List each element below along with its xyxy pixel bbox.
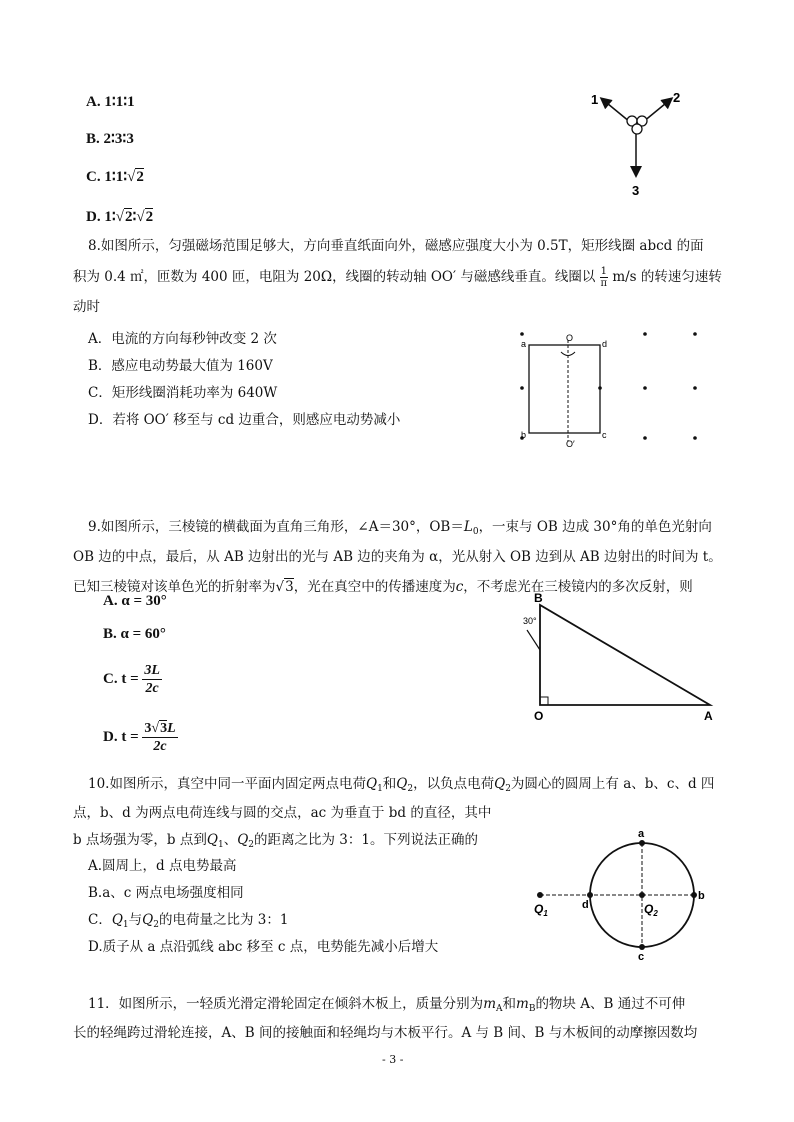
q10-label-c: c <box>638 951 645 960</box>
q7-option-b: B. 2∶3∶3 <box>86 131 134 147</box>
q9-label-a: A <box>704 709 713 723</box>
q8-stem-line2: 积为 0.4 ㎡，匝数为 400 匝，电阻为 20Ω，线圈的转动轴 OO′ 与磁感线垂直。线圈以 $\frac{1}{\pi}$ m/s 的转速匀速转 <box>73 266 722 289</box>
q10-label-b: b <box>698 890 705 902</box>
q9-option-c: C. t = $\frac{3L}{2c}$ <box>103 663 160 696</box>
q11-stem-line2: 长的轻绳跨过滑轮连接，A、B 间的接触面和轻绳均与木板平行。A 与 B 间、B 与木板间的动摩擦因数均 <box>73 1025 698 1041</box>
q10-option-a: A.圆周上，d 点电势最高 <box>88 858 237 874</box>
q10-label-a: a <box>638 828 645 840</box>
q10-label-d: d <box>582 899 589 911</box>
q8-label-o: O <box>566 333 574 343</box>
q7-label-2: 2 <box>673 90 681 105</box>
q8-label-c: c <box>602 430 607 440</box>
q8-option-a: A．电流的方向每秒钟改变 2 次 <box>88 331 277 347</box>
q10-stem-line3: b 点场强为零，b 点到$Q_1$、$Q_2$的距离之比为 3：1。下列说法正确的 <box>73 832 478 850</box>
q9-prism-figure <box>520 588 720 723</box>
q8-label-d: d <box>602 339 608 349</box>
q10-circle-figure <box>528 825 718 960</box>
q8-coil-figure <box>515 328 710 448</box>
q7-label-3: 3 <box>632 183 640 198</box>
q9-label-b: B <box>534 591 543 605</box>
q8-label-b: b <box>521 430 527 440</box>
q9-stem-line1: 9.如图所示，三棱镜的横截面为直角三角形，∠A＝30°，$OB=L_0$，一束与 OB 边成 30°角的单色光射向 <box>88 519 712 537</box>
q8-option-d: D．若将 OO′ 移至与 cd 边重合，则感应电动势减小 <box>88 412 401 428</box>
q9-option-a: A. α = 30° <box>103 593 167 609</box>
q10-label-q1: $Q_1$ <box>534 902 548 918</box>
q10-option-d: D.质子从 a 点沿弧线 abc 移至 c 点，电势能先减小后增大 <box>88 939 439 955</box>
q7-option-a: A. 1∶1∶1 <box>86 94 135 110</box>
q9-angle-label: 30° <box>523 616 537 626</box>
q7-label-1: 1 <box>591 92 599 107</box>
q8-option-c: C．矩形线圈消耗功率为 640W <box>88 385 278 401</box>
q9-option-b: B. α = 60° <box>103 626 166 642</box>
q11-stem-line1: 11．如图所示，一轻质光滑定滑轮固定在倾斜木板上，质量分别为$m_A$和$m_B$的物块 A、B 通过不可伸 <box>88 996 686 1014</box>
q7-option-d: D. 1∶√2∶√2 <box>86 209 154 225</box>
q8-stem-line1: 8.如图所示，匀强磁场范围足够大，方向垂直纸面向外，磁感应强度大小为 0.5T，矩形线圈 abcd 的面 <box>88 238 704 254</box>
q7-option-c: C. 1∶1∶√2 <box>86 169 144 185</box>
q9-option-d: D. t = $\frac{3√3L}{2c}$ <box>103 721 176 754</box>
q8-label-a: a <box>521 339 527 349</box>
q10-option-c: C．$Q_1$与$Q_2$的电荷量之比为 3：1 <box>88 912 289 930</box>
q9-label-o: O <box>534 709 544 723</box>
q7-wire-figure <box>585 85 695 200</box>
q8-option-b: B．感应电动势最大值为 160V <box>88 358 273 374</box>
q10-label-q2: $Q_2$ <box>644 902 658 918</box>
q8-label-o-prime: O′ <box>566 439 575 448</box>
q10-stem-line2: 点，b、d 为两点电荷连线与圆的交点，ac 为垂直于 bd 的直径，其中 <box>73 805 492 821</box>
q10-option-b: B.a、c 两点电场强度相同 <box>88 885 244 901</box>
q10-stem-line1: 10.如图所示，真空中同一平面内固定两点电荷$Q_1$和$Q_2$，以负点电荷$Q_2$为圆心的圆周上有 a、b、c、d 四 <box>88 776 715 794</box>
q8-stem-line3: 动时 <box>73 299 100 315</box>
page-number: - 3 - <box>382 1053 404 1066</box>
q9-stem-line3: 已知三棱镜对该单色光的折射率为√3，光在真空中的传播速度为c，不考虑光在三棱镜内的多次反射，则 <box>73 579 693 595</box>
q9-stem-line2: OB 边的中点，最后，从 AB 边射出的光与 AB 边的夹角为 α，光从射入 OB 边到从 AB 边射出的时间为 t。 <box>73 549 722 565</box>
